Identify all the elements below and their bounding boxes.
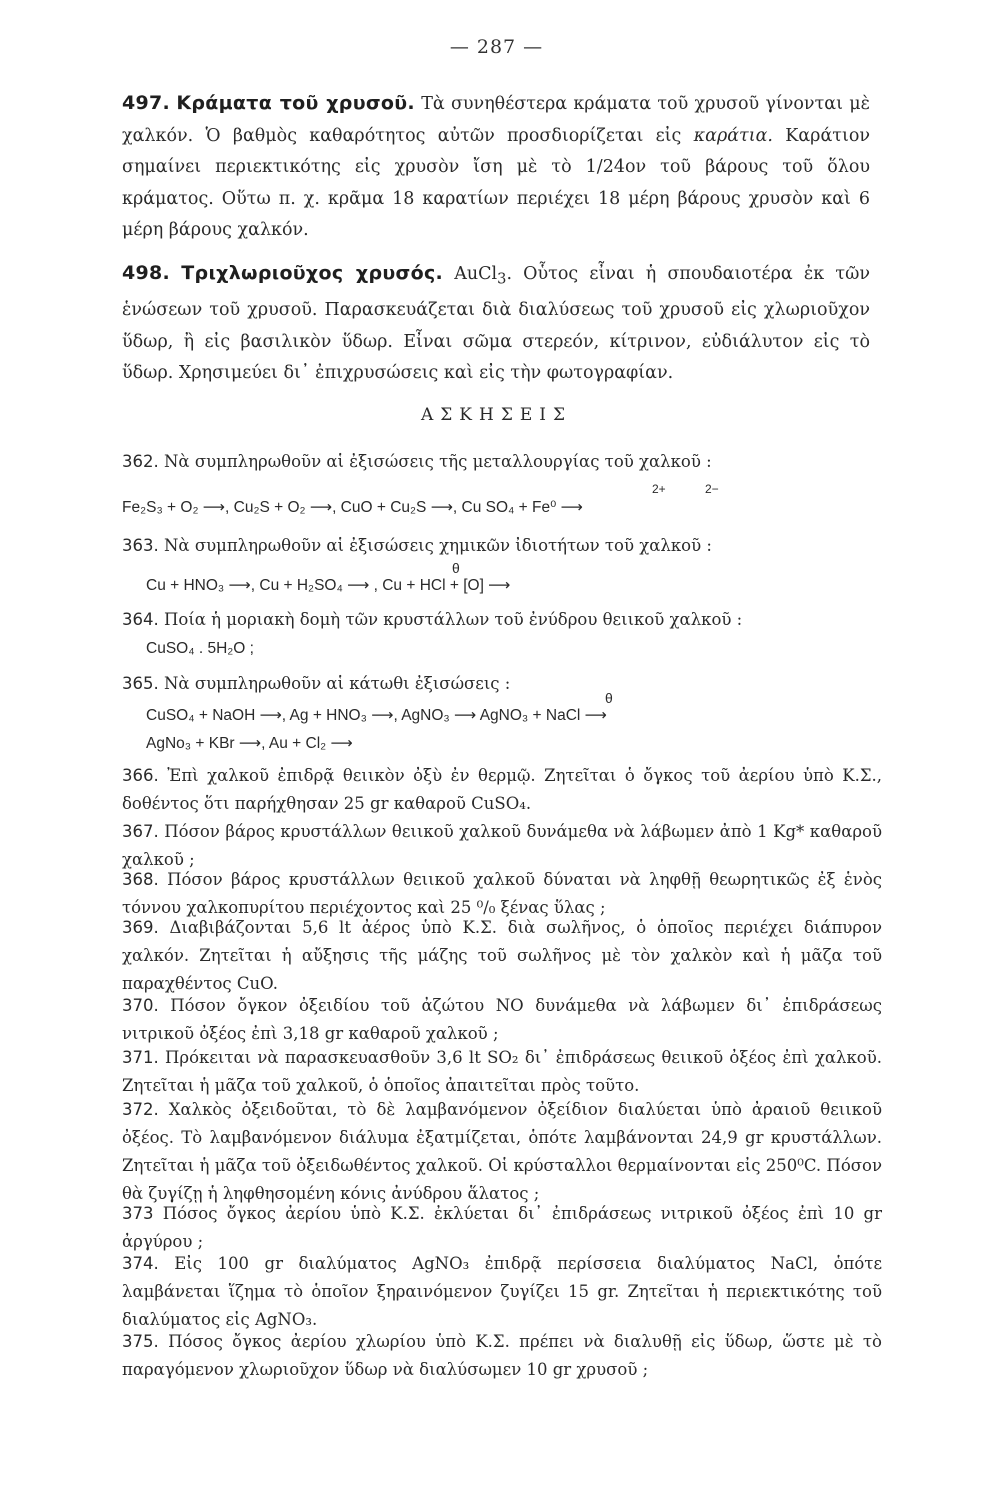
exercise-369	[122, 914, 882, 998]
exercise-365-text: Νὰ συμπληρωθοῦν αἱ κάτωθι ἐξισώσεις :	[158, 674, 511, 693]
exercise-374-number: 374.	[122, 1254, 159, 1273]
exercise-368-text: Πόσον βάρος κρυστάλλων θειικοῦ χαλκοῦ δύναται νὰ ληφθῇ θεωρητικῶς ἐξ ἑνὸς τόννου χαλκοπυρίτου περιέχοντος καὶ 25 ⁰/₀ ξένας ὕλας ;	[122, 870, 882, 917]
exercise-362-charge-cu: 2+	[652, 482, 666, 496]
exercise-363	[122, 532, 882, 560]
exercise-369-number: 369.	[122, 918, 159, 937]
exercise-366	[122, 762, 882, 818]
exercise-370	[122, 992, 882, 1048]
exercise-363-number: 363.	[122, 536, 159, 555]
section-498-formula-subscript: 3	[497, 270, 507, 288]
exercise-370-number: 370.	[122, 996, 159, 1015]
section-498-number: 498.	[122, 262, 171, 284]
exercise-365-equations-line-2: AgNo₃ + KBr ⟶, Au + Cl₂ ⟶	[146, 735, 353, 752]
exercise-375	[122, 1328, 882, 1384]
section-498	[122, 258, 870, 390]
exercise-372-number: 372.	[122, 1100, 159, 1119]
page-number: — 287 —	[449, 36, 544, 58]
exercise-364-number: 364.	[122, 610, 159, 629]
exercise-375-text: Πόσος ὄγκος ἀερίου χλωρίου ὑπὸ Κ.Σ. πρέπει νὰ διαλυθῇ εἰς ὕδωρ, ὥστε μὲ τὸ παραγόμενον χλωριοῦχον ὕδωρ νὰ διαλύσωμεν 10 gr χρυσοῦ ;	[122, 1332, 882, 1379]
exercise-370-text: Πόσον ὄγκον ὀξειδίου τοῦ ἀζώτου NO δυνάμεθα νὰ λάβωμεν δι᾽ ἐπιδράσεως νιτρικοῦ ὀξέος ἐπὶ 3,18 gr καθαροῦ χαλκοῦ ;	[122, 996, 882, 1043]
exercise-362-text: Νὰ συμπληρωθοῦν αἱ ἐξισώσεις τῆς μεταλλουργίας τοῦ χαλκοῦ :	[158, 452, 712, 471]
section-497	[122, 88, 870, 247]
exercise-368-number: 368.	[122, 870, 159, 889]
section-498-title: Τριχλωριοῦχος χρυσός.	[181, 262, 444, 284]
exercise-372-text: Χαλκὸς ὀξειδοῦται, τὸ δὲ λαμβανόμενον ὀξείδιον διαλύεται ὑπὸ ἀραιοῦ θειικοῦ ὀξέος. Τὸ λαμβανόμενον διάλυμα ἐξατμίζεται, ὁπότε λαμβάνονται 24,9 gr κρυστάλλων. Ζητεῖται ἡ μᾶζα τοῦ ὀξειδωθέντος χαλκοῦ. Οἱ κρύσταλλοι θερμαίνονται εἰς 250⁰C. Πόσον θὰ ζυγίζῃ ἡ ληφθησομένη κόνις ἀνύδρου ἅλατος ;	[122, 1100, 882, 1203]
exercise-369-text: Διαβιβάζονται 5,6 lt ἀέρος ὑπὸ Κ.Σ. διὰ σωλῆνος, ὁ ὁποῖος περιέχει διάπυρον χαλκόν. Ζητεῖται ἡ αὔξησις τῆς μάζης τοῦ σωλῆνος μὲ τὸν χαλκὸν καὶ ἡ μᾶζα τοῦ παραχθέντος CuO.	[122, 918, 882, 993]
exercise-371	[122, 1044, 882, 1100]
exercise-364	[122, 606, 882, 634]
exercise-373	[122, 1200, 882, 1256]
exercise-363-text: Νὰ συμπληρωθοῦν αἱ ἐξισώσεις χημικῶν ἰδιοτήτων τοῦ χαλκοῦ :	[158, 536, 712, 555]
section-497-text-2: Καράτιον σημαίνει περιεκτικότης εἰς χρυσὸν ἴση μὲ τὸ 1/24ον τοῦ βάρους τοῦ ὅλου κράματος. Οὕτω π. χ. κρᾶμα 18 καρατίων περιέχει 18 μέρη βάρους χρυσὸν καὶ 6 μέρη βάρους χαλκόν.	[122, 125, 870, 240]
exercise-371-text: Πρόκειται νὰ παρασκευασθοῦν 3,6 lt SO₂ δι᾽ ἐπιδράσεως θειικοῦ ὀξέος ἐπὶ χαλκοῦ. Ζητεῖται ἡ μᾶζα τοῦ χαλκοῦ, ὁ ὁποῖος ἀπαιτεῖται πρὸς τοῦτο.	[122, 1048, 882, 1095]
exercise-365-theta: θ	[605, 690, 613, 706]
exercise-365-number: 365.	[122, 674, 159, 693]
exercise-364-text: Ποία ἡ μοριακὴ δομὴ τῶν κρυστάλλων τοῦ ἐνύδρου θειικοῦ χαλκοῦ :	[158, 610, 743, 629]
exercise-363-theta: θ	[452, 560, 460, 576]
exercise-373-text: Πόσος ὄγκος ἀερίου ὑπὸ Κ.Σ. ἐκλύεται δι᾽ ἐπιδράσεως νιτρικοῦ ὀξέος ἐπὶ 10 gr ἀργύρου ;	[122, 1204, 882, 1251]
section-497-title: Κράματα τοῦ χρυσοῦ.	[176, 92, 415, 114]
exercise-362-charge-so4: 2−	[705, 482, 719, 496]
exercise-375-number: 375.	[122, 1332, 159, 1351]
section-497-emphasis: καράτια.	[693, 125, 773, 146]
exercise-372	[122, 1096, 882, 1208]
exercise-374-text: Εἰς 100 gr διαλύματος AgNO₃ ἐπιδρᾷ περίσσεια διαλύματος NaCl, ὁπότε λαμβάνεται ἵζημα τὸ ὁποῖον ξηραινόμενον ζυγίζει 15 gr. Ζητεῖται ἡ περιεκτικότης τοῦ διαλύματος εἰς AgNO₃.	[122, 1254, 882, 1329]
section-497-text-1: Τὰ συνηθέστερα κράματα τοῦ χρυσοῦ γίνονται μὲ χαλκόν. Ὁ βαθμὸς καθαρότητος αὐτῶν προσδιορίζεται εἰς	[122, 94, 870, 146]
exercise-365-equations-line-1: CuSO₄ + NaOH ⟶, Ag + HNO₃ ⟶, AgNO₃ ⟶ AgNO₃ + NaCl ⟶	[146, 707, 607, 724]
exercise-364-formula: CuSO₄ . 5H₂O ;	[146, 640, 254, 657]
exercise-373-number: 373	[122, 1204, 154, 1223]
exercise-367-text: Πόσον βάρος κρυστάλλων θειικοῦ χαλκοῦ δυνάμεθα νὰ λάβωμεν ἀπὸ 1 Kg* καθαροῦ χαλκοῦ ;	[122, 822, 882, 869]
exercise-362-number: 362.	[122, 452, 159, 471]
exercise-362	[122, 448, 882, 476]
section-497-number: 497.	[122, 92, 171, 114]
exercise-366-number: 366.	[122, 766, 159, 785]
exercise-367-number: 367.	[122, 822, 159, 841]
exercise-362-equations: Fe₂S₃ + O₂ ⟶, Cu₂S + O₂ ⟶, CuO + Cu₂S ⟶, Cu SO₄ + Fe⁰ ⟶	[122, 499, 583, 516]
exercises-heading: ΑΣΚΗΣΕΙΣ	[421, 405, 572, 425]
exercise-371-number: 371.	[122, 1048, 159, 1067]
exercise-366-text: Ἐπὶ χαλκοῦ ἐπιδρᾷ θειικὸν ὀξὺ ἐν θερμῷ. Ζητεῖται ὁ ὄγκος τοῦ ἀερίου ὑπὸ Κ.Σ., δοθέντος ὅτι παρήχθησαν 25 gr καθαροῦ CuSO₄.	[122, 766, 882, 813]
section-498-text: . Οὗτος εἶναι ἡ σπουδαιοτέρα ἐκ τῶν ἑνώσεων τοῦ χρυσοῦ. Παρασκευάζεται διὰ διαλύσεως τοῦ χρυσοῦ εἰς χλωριοῦχον ὕδωρ, ἢ εἰς βασιλικὸν ὕδωρ. Εἶναι σῶμα στερεόν, κίτρινον, εὐδιάλυτον εἰς τὸ ὕδωρ. Χρησιμεύει δι᾽ ἐπιχρυσώσεις καὶ εἰς τὴν φωτογραφίαν.	[122, 264, 870, 383]
exercise-365	[122, 670, 882, 698]
section-498-formula: AuCl	[443, 264, 498, 284]
exercise-363-equations: Cu + HNO₃ ⟶, Cu + H₂SO₄ ⟶ , Cu + HCl + [O] ⟶	[146, 577, 511, 594]
exercise-374	[122, 1250, 882, 1334]
